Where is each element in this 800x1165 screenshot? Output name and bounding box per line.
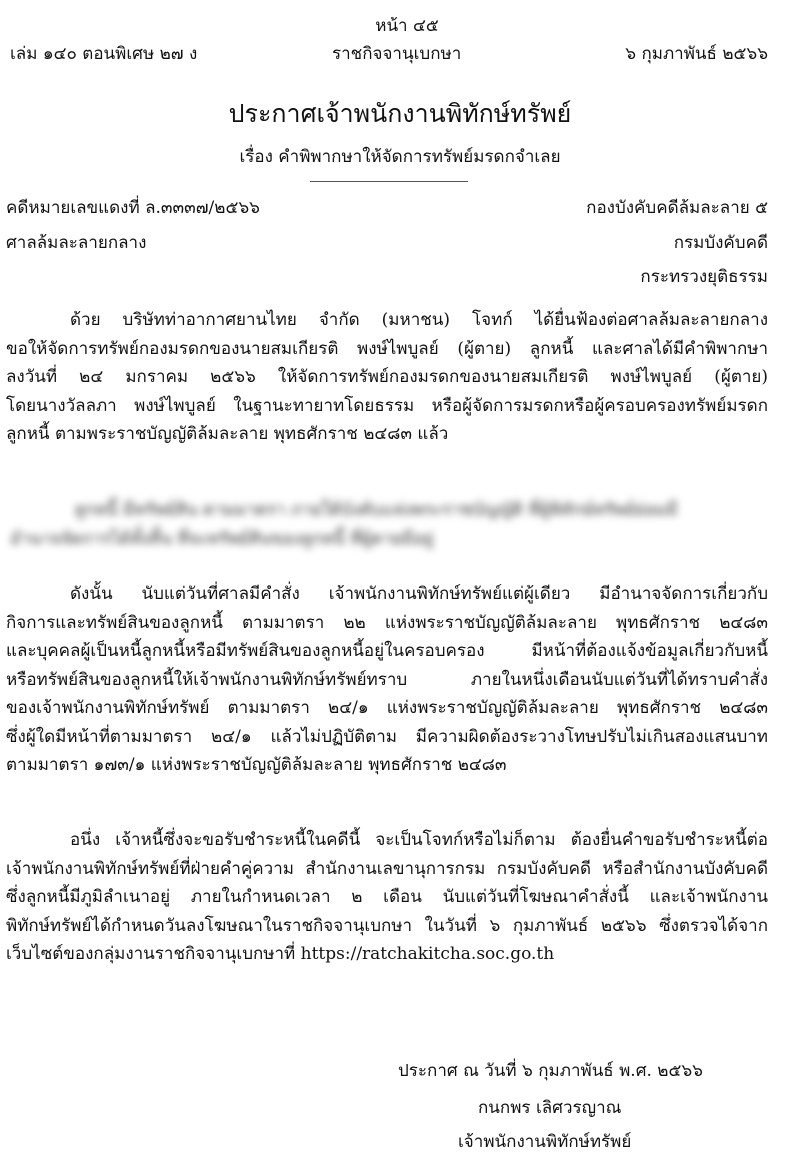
paragraph-line: ขอให้จัดการทรัพย์กองมรดกของนายสมเกียรติ พงษ์ไพบูลย์ (ผู้ตาย) ลูกหนี้ และศาลได้มีคำพิพากษา [6, 338, 768, 359]
paragraph-line: หรือทรัพย์สินของลูกหนี้ให้เจ้าพนักงานพิทักษ์ทรัพย์ทราบ ภายในหนึ่งเดือนนับแต่วันที่ได้ทราบคำสั่ง [6, 669, 768, 690]
paragraph-line: ซึ่งผู้ใดมีหน้าที่ตามมาตรา ๒๔/๑ แล้วไม่ปฏิบัติตาม มีความผิดต้องระวางโทษปรับไม่เกินสองแสนบาท [6, 726, 768, 747]
bankruptcy-office: กองบังคับคดีล้มละลาย ๕ [586, 198, 768, 218]
case-number: คดีหมายเลขแดงที่ ล.๓๓๓๗/๒๕๖๖ [6, 198, 260, 218]
paragraph-creditors [6, 826, 768, 969]
paragraph-line: และบุคคลผู้เป็นหนี้ลูกหนี้หรือมีทรัพย์สินของลูกหนี้อยู่ในครอบครอง มีหน้าที่ต้องแจ้งข้อมูลเกี่ยวกับหนี้ [6, 641, 768, 661]
paragraph-line: ด้วย บริษัทท่าอากาศยานไทย จำกัด (มหาชน) โจทก์ ได้ยื่นฟ้องต่อศาลล้มละลายกลาง [70, 310, 768, 330]
paragraph-line: พิทักษ์ทรัพย์ได้กำหนดวันลงโฆษณาในราชกิจจานุเบกษา ในวันที่ ๖ กุมภาพันธ์ ๒๕๖๖ ซึ่งตรวจได้จาก [6, 915, 768, 936]
document-title: ประกาศเจ้าพนักงานพิทักษ์ทรัพย์ [228, 99, 572, 128]
paragraph-line: เว็บไซต์ของกลุ่มงานราชกิจจานุเบกษาที่ https://ratchakitcha.soc.go.th [6, 944, 555, 964]
paragraph-line: อนึ่ง เจ้าหนี้ซึ่งจะขอรับชำระหนี้ในคดีนี้ จะเป็นโจทก์หรือไม่ก็ตาม ต้องยื่นคำขอรับชำระหนี้ต่อ [70, 830, 768, 850]
volume-issue: เล่ม ๑๔๐ ตอนพิเศษ ๒๗ ง [10, 44, 198, 64]
paragraph-line: ลูกหนี้ ตามพระราชบัญญัติล้มละลาย พุทธศักราช ๒๔๘๓ แล้ว [6, 424, 449, 444]
title-divider [310, 181, 468, 182]
paragraph-line: ซึ่งลูกหนี้มีภูมิลำเนาอยู่ ภายในกำหนดเวลา ๒ เดือน นับแต่วันที่โฆษณาคำสั่งนี้ และเจ้าพนักงาน [6, 887, 768, 907]
gazette-name: ราชกิจจานุเบกษา [332, 44, 462, 64]
paragraph-lawsuit [6, 306, 768, 449]
gazette-date: ๖ กุมภาพันธ์ ๒๕๖๖ [625, 44, 768, 64]
document-subject: เรื่อง คำพิพากษาให้จัดการทรัพย์มรดกจำเลย [239, 147, 561, 167]
redacted-text: ลูกหนี้ มีทรัพย์สิน ตามมาตรา ภายใต้บังคับแห่งพระราชบัญญัติ ที่ผู้พิทักษ์ทรัพย์ย่อมมี อำนาจจัดการได้ทั้งสิ้น ที่จะทรัพย์สินของลูกหนี้ ที่ผู้ตายมีอยู่ [10, 500, 678, 549]
paragraph-line: ของเจ้าพนักงานพิทักษ์ทรัพย์ ตามมาตรา ๒๔/๑ แห่งพระราชบัญญัติล้มละลาย พุทธศักราช ๒๔๘๓ [6, 698, 768, 718]
ministry-name: กระทรวงยุติธรรม [640, 267, 768, 287]
paragraph-line: ลงวันที่ ๒๔ มกราคม ๒๕๖๖ ให้จัดการทรัพย์กองมรดกของนายสมเกียรติ พงษ์ไพบูลย์ (ผู้ตาย) [6, 367, 768, 387]
paragraph-line: โดยนางวัลลภา พงษ์ไพบูลย์ ในฐานะทายาทโดยธรรม หรือผู้จัดการมรดกหรือผู้ครอบครองทรัพย์มรดก [6, 395, 768, 416]
department-name: กรมบังคับคดี [673, 233, 768, 253]
paragraph-line: กิจการและทรัพย์สินของลูกหนี้ ตามมาตรา ๒๒ แห่งพระราชบัญญัติล้มละลาย พุทธศักราช ๒๔๘๓ [6, 612, 768, 633]
signatory-position: เจ้าพนักงานพิทักษ์ทรัพย์ [458, 1132, 632, 1152]
court-name: ศาลล้มละลายกลาง [6, 233, 147, 253]
announcement-date: ประกาศ ณ วันที่ ๖ กุมภาพันธ์ พ.ศ. ๒๕๖๖ [398, 1061, 703, 1081]
page-number: หน้า ๔๕ [375, 16, 439, 36]
paragraph-duties [6, 580, 768, 780]
paragraph-line: เจ้าพนักงานพิทักษ์ทรัพย์ที่ฝ่ายคำคู่ความ สำนักงานเลขานุการกรม กรมบังคับคดี หรือสำนักงานบังคับคดี [6, 858, 768, 879]
signatory-name: กนกพร เลิศวรญาณ [478, 1098, 622, 1118]
paragraph-line: ดังนั้น นับแต่วันที่ศาลมีคำสั่ง เจ้าพนักงานพิทักษ์ทรัพย์แต่ผู้เดียว มีอำนาจจัดการเกี่ยวกับ [70, 584, 768, 604]
paragraph-line: ตามมาตรา ๑๗๓/๑ แห่งพระราชบัญญัติล้มละลาย พุทธศักราช ๒๔๘๓ [6, 755, 507, 775]
